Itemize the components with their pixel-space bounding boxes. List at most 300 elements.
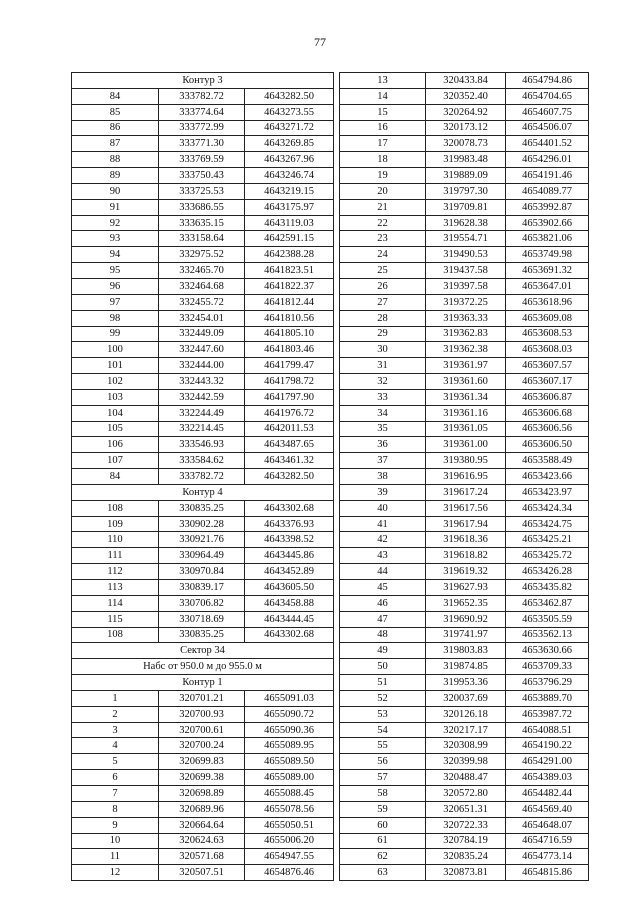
- coordinate-x: 320651.31: [426, 801, 506, 817]
- section-heading: Контур 3: [72, 73, 334, 89]
- table-row: [340, 199, 589, 215]
- coordinate-y: 4653749.98: [506, 247, 589, 263]
- point-number: 13: [340, 73, 426, 89]
- coordinate-y: 4654191.46: [506, 168, 589, 184]
- table-row: [340, 168, 589, 184]
- coordinate-x: 330835.25: [159, 500, 245, 516]
- coordinate-x: 320700.61: [159, 722, 245, 738]
- coordinate-y: 4643273.55: [245, 104, 334, 120]
- point-number: 34: [340, 405, 426, 421]
- coordinate-x: 332464.68: [159, 278, 245, 294]
- page-number: 77: [314, 35, 326, 49]
- coordinate-y: 4642011.53: [245, 421, 334, 437]
- point-number: 92: [72, 215, 159, 231]
- table-row: [340, 310, 589, 326]
- point-number: 14: [340, 88, 426, 104]
- point-number: 112: [72, 564, 159, 580]
- table-row: [72, 595, 334, 611]
- point-number: 105: [72, 421, 159, 437]
- table-row: [340, 516, 589, 532]
- coordinate-x: 320835.24: [426, 849, 506, 865]
- point-number: 102: [72, 374, 159, 390]
- coordinate-y: 4655090.72: [245, 706, 334, 722]
- coordinate-y: 4654506.07: [506, 120, 589, 136]
- point-number: 101: [72, 358, 159, 374]
- table-row: [340, 326, 589, 342]
- coordinate-y: 4655006.20: [245, 833, 334, 849]
- coordinate-y: 4643376.93: [245, 516, 334, 532]
- table-row: [340, 231, 589, 247]
- coordinate-y: 4653462.87: [506, 595, 589, 611]
- coordinate-x: 332454.01: [159, 310, 245, 326]
- table-row: [72, 120, 334, 136]
- coordinate-y: 4642591.15: [245, 231, 334, 247]
- section-heading-row: [72, 73, 334, 89]
- section-heading-row: [72, 484, 334, 500]
- coordinate-y: 4643119.03: [245, 215, 334, 231]
- coordinate-y: 4653647.01: [506, 278, 589, 294]
- coordinate-x: 332447.60: [159, 342, 245, 358]
- coordinate-x: 320689.96: [159, 801, 245, 817]
- point-number: 38: [340, 469, 426, 485]
- coordinate-y: 4653618.96: [506, 294, 589, 310]
- table-row: [340, 88, 589, 104]
- point-number: 113: [72, 580, 159, 596]
- coordinate-x: 319628.38: [426, 215, 506, 231]
- coordinate-x: 332244.49: [159, 405, 245, 421]
- coordinate-y: 4653607.57: [506, 358, 589, 374]
- coordinate-x: 332444.00: [159, 358, 245, 374]
- point-number: 114: [72, 595, 159, 611]
- table-row: [340, 374, 589, 390]
- coordinate-x: 319437.58: [426, 263, 506, 279]
- table-row: [340, 104, 589, 120]
- coordinate-x: 320352.40: [426, 88, 506, 104]
- table-row: [72, 183, 334, 199]
- coordinate-x: 320701.21: [159, 690, 245, 706]
- table-row: [340, 580, 589, 596]
- coordinate-x: 319361.60: [426, 374, 506, 390]
- point-number: 96: [72, 278, 159, 294]
- point-number: 17: [340, 136, 426, 152]
- point-number: 85: [72, 104, 159, 120]
- table-row: [340, 421, 589, 437]
- coordinate-x: 319874.85: [426, 659, 506, 675]
- point-number: 51: [340, 675, 426, 691]
- table-row: [72, 469, 334, 485]
- coordinate-y: 4643452.89: [245, 564, 334, 580]
- section-heading: Сектор 34: [72, 643, 334, 659]
- coordinate-y: 4654482.44: [506, 785, 589, 801]
- table-row: [72, 500, 334, 516]
- coordinate-y: 4654088.51: [506, 722, 589, 738]
- coordinate-y: 4655050.51: [245, 817, 334, 833]
- table-row: [340, 754, 589, 770]
- coordinate-x: 333771.30: [159, 136, 245, 152]
- coordinate-x: 319797.30: [426, 183, 506, 199]
- table-row: [72, 706, 334, 722]
- point-number: 115: [72, 611, 159, 627]
- table-row: [340, 706, 589, 722]
- coordinate-y: 4653606.68: [506, 405, 589, 421]
- coordinate-x: 320699.83: [159, 754, 245, 770]
- coordinate-y: 4654716.59: [506, 833, 589, 849]
- table-row: [72, 865, 334, 881]
- table-row: [340, 469, 589, 485]
- point-number: 7: [72, 785, 159, 801]
- coordinate-y: 4653606.56: [506, 421, 589, 437]
- table-row: [340, 817, 589, 833]
- table-row: [72, 374, 334, 390]
- coordinate-y: 4654704.65: [506, 88, 589, 104]
- coordinate-y: 4653425.72: [506, 548, 589, 564]
- coordinate-x: 320173.12: [426, 120, 506, 136]
- coordinate-y: 4641976.72: [245, 405, 334, 421]
- point-number: 29: [340, 326, 426, 342]
- point-number: 103: [72, 389, 159, 405]
- table-row: [72, 136, 334, 152]
- coordinate-x: 319953.36: [426, 675, 506, 691]
- table-row: [72, 263, 334, 279]
- coordinate-y: 4655088.45: [245, 785, 334, 801]
- coordinate-y: 4641822.37: [245, 278, 334, 294]
- point-number: 40: [340, 500, 426, 516]
- coordinate-x: 320308.99: [426, 738, 506, 754]
- coordinate-x: 319361.34: [426, 389, 506, 405]
- coordinate-y: 4641803.46: [245, 342, 334, 358]
- coordinate-x: 319372.25: [426, 294, 506, 310]
- coordinate-x: 319617.94: [426, 516, 506, 532]
- table-row: [340, 801, 589, 817]
- coordinate-y: 4655089.95: [245, 738, 334, 754]
- coordinate-x: 320399.98: [426, 754, 506, 770]
- table-row: [72, 294, 334, 310]
- point-number: 63: [340, 865, 426, 881]
- point-number: 28: [340, 310, 426, 326]
- section-heading: Набс от 950.0 м до 955.0 м: [72, 659, 334, 675]
- coordinate-x: 320784.19: [426, 833, 506, 849]
- coordinate-x: 319362.38: [426, 342, 506, 358]
- coordinate-x: 319361.05: [426, 421, 506, 437]
- table-row: [340, 659, 589, 675]
- coordinate-y: 4643302.68: [245, 500, 334, 516]
- coordinate-x: 330964.49: [159, 548, 245, 564]
- point-number: 49: [340, 643, 426, 659]
- coordinate-y: 4653423.66: [506, 469, 589, 485]
- coordinate-x: 320037.69: [426, 690, 506, 706]
- coordinate-y: 4654389.03: [506, 770, 589, 786]
- coordinates-table-right: [339, 72, 589, 881]
- coordinate-y: 4655090.36: [245, 722, 334, 738]
- coordinate-y: 4653821.06: [506, 231, 589, 247]
- table-row: [340, 548, 589, 564]
- coordinate-x: 330839.17: [159, 580, 245, 596]
- point-number: 43: [340, 548, 426, 564]
- table-row: [72, 754, 334, 770]
- point-number: 95: [72, 263, 159, 279]
- table-row: [340, 358, 589, 374]
- table-row: [72, 627, 334, 643]
- point-number: 10: [72, 833, 159, 849]
- point-number: 1: [72, 690, 159, 706]
- point-number: 31: [340, 358, 426, 374]
- point-number: 20: [340, 183, 426, 199]
- section-heading-row: [72, 659, 334, 675]
- table-row: [340, 342, 589, 358]
- coordinate-y: 4653889.70: [506, 690, 589, 706]
- coordinate-y: 4653424.75: [506, 516, 589, 532]
- point-number: 107: [72, 453, 159, 469]
- point-number: 86: [72, 120, 159, 136]
- point-number: 50: [340, 659, 426, 675]
- point-number: 16: [340, 120, 426, 136]
- coordinate-x: 320488.47: [426, 770, 506, 786]
- coordinate-y: 4654296.01: [506, 152, 589, 168]
- coordinate-x: 330835.25: [159, 627, 245, 643]
- point-number: 60: [340, 817, 426, 833]
- table-row: [340, 484, 589, 500]
- coordinate-x: 320078.73: [426, 136, 506, 152]
- coordinate-y: 4643175.97: [245, 199, 334, 215]
- coordinate-y: 4653423.97: [506, 484, 589, 500]
- table-row: [340, 690, 589, 706]
- table-row: [340, 73, 589, 89]
- table-row: [72, 199, 334, 215]
- point-number: 88: [72, 152, 159, 168]
- point-number: 15: [340, 104, 426, 120]
- table-row: [72, 326, 334, 342]
- table-row: [340, 785, 589, 801]
- coordinate-y: 4654401.52: [506, 136, 589, 152]
- point-number: 46: [340, 595, 426, 611]
- point-number: 61: [340, 833, 426, 849]
- point-number: 97: [72, 294, 159, 310]
- table-row: [340, 389, 589, 405]
- coordinate-y: 4654607.75: [506, 104, 589, 120]
- point-number: 57: [340, 770, 426, 786]
- coordinate-y: 4655078.56: [245, 801, 334, 817]
- point-number: 25: [340, 263, 426, 279]
- point-number: 33: [340, 389, 426, 405]
- table-row: [340, 770, 589, 786]
- point-number: 84: [72, 469, 159, 485]
- table-row: [340, 833, 589, 849]
- coordinate-x: 319741.97: [426, 627, 506, 643]
- coordinate-y: 4654794.86: [506, 73, 589, 89]
- table-row: [340, 120, 589, 136]
- coordinate-x: 319617.24: [426, 484, 506, 500]
- coordinate-x: 333635.15: [159, 215, 245, 231]
- coordinate-x: 319709.81: [426, 199, 506, 215]
- coordinate-y: 4643444.45: [245, 611, 334, 627]
- coordinate-y: 4654569.40: [506, 801, 589, 817]
- coordinate-y: 4653426.28: [506, 564, 589, 580]
- coordinate-x: 319803.83: [426, 643, 506, 659]
- point-number: 59: [340, 801, 426, 817]
- section-heading-row: [72, 643, 334, 659]
- coordinate-y: 4653606.87: [506, 389, 589, 405]
- coordinate-x: 320664.64: [159, 817, 245, 833]
- coordinate-x: 319554.71: [426, 231, 506, 247]
- table-row: [72, 104, 334, 120]
- coordinate-y: 4643271.72: [245, 120, 334, 136]
- table-row: [72, 817, 334, 833]
- table-row: [72, 215, 334, 231]
- point-number: 100: [72, 342, 159, 358]
- coordinate-x: 320624.63: [159, 833, 245, 849]
- table-row: [72, 247, 334, 263]
- point-number: 45: [340, 580, 426, 596]
- coordinate-x: 320433.84: [426, 73, 506, 89]
- point-number: 42: [340, 532, 426, 548]
- coordinate-y: 4643398.52: [245, 532, 334, 548]
- coordinate-x: 330718.69: [159, 611, 245, 627]
- section-heading: Контур 1: [72, 675, 334, 691]
- point-number: 18: [340, 152, 426, 168]
- coordinate-x: 333686.55: [159, 199, 245, 215]
- table-row: [340, 215, 589, 231]
- coordinate-y: 4641812.44: [245, 294, 334, 310]
- table-row: [72, 152, 334, 168]
- table-row: [72, 785, 334, 801]
- left-table-body: [72, 73, 334, 881]
- coordinate-y: 4643269.85: [245, 136, 334, 152]
- coordinate-x: 319617.56: [426, 500, 506, 516]
- table-row: [340, 500, 589, 516]
- point-number: 106: [72, 437, 159, 453]
- coordinate-x: 319361.16: [426, 405, 506, 421]
- coordinate-x: 319619.32: [426, 564, 506, 580]
- coordinate-x: 319490.53: [426, 247, 506, 263]
- point-number: 53: [340, 706, 426, 722]
- point-number: 5: [72, 754, 159, 770]
- point-number: 6: [72, 770, 159, 786]
- table-row: [72, 453, 334, 469]
- coordinate-y: 4641810.56: [245, 310, 334, 326]
- table-row: [72, 437, 334, 453]
- coordinate-y: 4643219.15: [245, 183, 334, 199]
- point-number: 108: [72, 500, 159, 516]
- coordinate-y: 4643302.68: [245, 627, 334, 643]
- coordinate-x: 333750.43: [159, 168, 245, 184]
- coordinate-x: 320700.93: [159, 706, 245, 722]
- point-number: 21: [340, 199, 426, 215]
- table-row: [72, 310, 334, 326]
- point-number: 19: [340, 168, 426, 184]
- coordinate-y: 4654876.46: [245, 865, 334, 881]
- coordinate-x: 333546.93: [159, 437, 245, 453]
- coordinate-x: 320698.89: [159, 785, 245, 801]
- coordinate-y: 4641798.72: [245, 374, 334, 390]
- coordinate-x: 320572.80: [426, 785, 506, 801]
- coordinate-y: 4643461.32: [245, 453, 334, 469]
- point-number: 9: [72, 817, 159, 833]
- table-row: [72, 722, 334, 738]
- coordinate-x: 320126.18: [426, 706, 506, 722]
- coordinate-x: 330706.82: [159, 595, 245, 611]
- coordinate-x: 319627.93: [426, 580, 506, 596]
- coordinate-x: 332442.59: [159, 389, 245, 405]
- table-row: [340, 294, 589, 310]
- table-row: [340, 263, 589, 279]
- point-number: 109: [72, 516, 159, 532]
- coordinate-y: 4653630.66: [506, 643, 589, 659]
- point-number: 41: [340, 516, 426, 532]
- coordinate-y: 4653607.17: [506, 374, 589, 390]
- coordinate-x: 332455.72: [159, 294, 245, 310]
- point-number: 47: [340, 611, 426, 627]
- point-number: 26: [340, 278, 426, 294]
- table-row: [72, 342, 334, 358]
- table-row: [340, 738, 589, 754]
- coordinate-y: 4654815.86: [506, 865, 589, 881]
- table-row: [340, 437, 589, 453]
- table-row: [340, 152, 589, 168]
- table-row: [72, 548, 334, 564]
- coordinate-x: 319397.58: [426, 278, 506, 294]
- coordinate-y: 4653505.59: [506, 611, 589, 627]
- coordinate-x: 320264.92: [426, 104, 506, 120]
- coordinate-x: 319652.35: [426, 595, 506, 611]
- table-row: [72, 405, 334, 421]
- table-row: [72, 611, 334, 627]
- coordinate-x: 320722.33: [426, 817, 506, 833]
- coordinate-x: 320699.38: [159, 770, 245, 786]
- section-heading: Контур 4: [72, 484, 334, 500]
- coordinate-y: 4653435.82: [506, 580, 589, 596]
- point-number: 8: [72, 801, 159, 817]
- coordinate-x: 333772.99: [159, 120, 245, 136]
- table-row: [340, 183, 589, 199]
- coordinates-table-left: [71, 72, 334, 881]
- coordinate-x: 319361.00: [426, 437, 506, 453]
- coordinate-y: 4653987.72: [506, 706, 589, 722]
- point-number: 44: [340, 564, 426, 580]
- point-number: 54: [340, 722, 426, 738]
- coordinate-y: 4641797.90: [245, 389, 334, 405]
- point-number: 22: [340, 215, 426, 231]
- coordinate-y: 4643487.65: [245, 437, 334, 453]
- coordinate-x: 330921.76: [159, 532, 245, 548]
- table-row: [340, 611, 589, 627]
- point-number: 30: [340, 342, 426, 358]
- point-number: 111: [72, 548, 159, 564]
- point-number: 35: [340, 421, 426, 437]
- coordinate-y: 4653902.66: [506, 215, 589, 231]
- coordinate-x: 332449.09: [159, 326, 245, 342]
- coordinate-x: 319363.33: [426, 310, 506, 326]
- table-row: [340, 849, 589, 865]
- coordinate-x: 320571.68: [159, 849, 245, 865]
- point-number: 27: [340, 294, 426, 310]
- point-number: 52: [340, 690, 426, 706]
- coordinate-x: 319618.82: [426, 548, 506, 564]
- coordinate-y: 4643458.88: [245, 595, 334, 611]
- table-row: [340, 278, 589, 294]
- coordinate-y: 4655091.03: [245, 690, 334, 706]
- table-row: [340, 675, 589, 691]
- table-row: [72, 770, 334, 786]
- table-row: [340, 722, 589, 738]
- coordinate-y: 4653606.50: [506, 437, 589, 453]
- table-row: [72, 421, 334, 437]
- coordinate-y: 4653709.33: [506, 659, 589, 675]
- coordinate-x: 332443.32: [159, 374, 245, 390]
- point-number: 91: [72, 199, 159, 215]
- table-row: [72, 564, 334, 580]
- coordinate-y: 4641823.51: [245, 263, 334, 279]
- coordinate-y: 4654773.14: [506, 849, 589, 865]
